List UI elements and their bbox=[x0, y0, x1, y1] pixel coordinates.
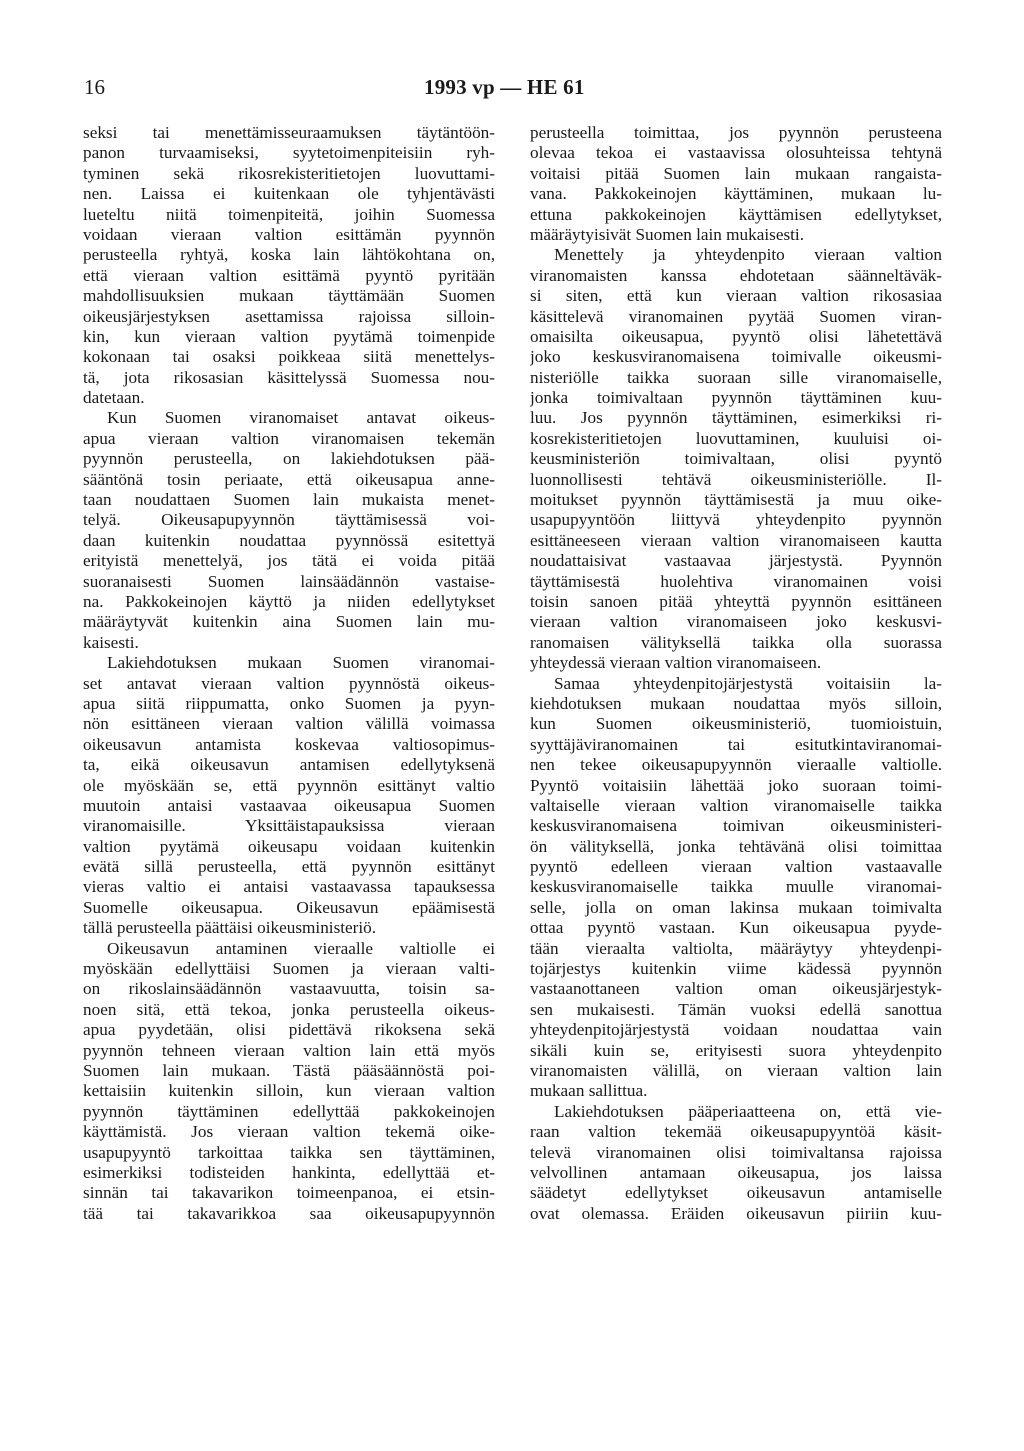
text-line: nön esittäneen vieraan valtion välillä voimassa bbox=[83, 714, 495, 734]
text-line: vana. Pakkokeinojen käyttäminen, mukaan lu- bbox=[530, 184, 942, 204]
text-line: muutoin antaisi vastaavaa oikeusapua Suomen bbox=[83, 795, 495, 815]
right-text-column bbox=[530, 123, 942, 1224]
text-line: sen mukaisesti. Tämän vuoksi edellä sanottua bbox=[530, 999, 942, 1019]
text-line: pyyntö edelleen vieraan valtion vastaavalle bbox=[530, 857, 942, 877]
text-line: säädetyt edellytykset oikeusavun antamiselle bbox=[530, 1183, 942, 1203]
text-line: sikäli kuin se, erityisesti suora yhteydenpito bbox=[530, 1040, 942, 1060]
text-line: että vieraan valtion esittämä pyyntö pyritään bbox=[83, 265, 495, 285]
text-line: ta, eikä oikeusavun antamisen edellytyksenä bbox=[83, 755, 495, 775]
text-line: selle, jolla on oman lakinsa mukaan toimivalta bbox=[530, 897, 942, 917]
text-line: jonka toimivaltaan pyynnön täyttäminen kuu- bbox=[530, 388, 942, 408]
text-line: täyttämisestä huolehtiva viranomainen voisi bbox=[530, 571, 942, 591]
text-line: noen sitä, että tekoa, jonka perusteella oikeus- bbox=[83, 999, 495, 1019]
text-line: raan valtion tekemää oikeusapupyyntöä käsit- bbox=[530, 1122, 942, 1142]
text-line: luonnollisesti tehtävä oikeusministeriölle. Il- bbox=[530, 469, 942, 489]
text-line: olevaa tekoa ei vastaavissa olosuhteissa tehtynä bbox=[530, 143, 942, 163]
text-line: sääntönä tosin periaate, että oikeusapua anne- bbox=[83, 469, 495, 489]
text-line: tään vieraalta valtiolta, määräytyy yhteydenpi- bbox=[530, 938, 942, 958]
text-line: noudattaisivat vastaavaa järjestystä. Pyynnön bbox=[530, 551, 942, 571]
text-line: Samaa yhteydenpitojärjestystä voitaisiin la- bbox=[554, 673, 942, 693]
page-number: 16 bbox=[84, 75, 105, 99]
text-line: ottaa pyyntö vastaan. Kun oikeusapua pyyde- bbox=[530, 918, 942, 938]
text-line: evätä sillä perusteella, että pyynnön esittänyt bbox=[83, 857, 495, 877]
text-line: datetaan. bbox=[83, 388, 145, 408]
text-line: valtion pyytämä oikeusapu voidaan kuitenkin bbox=[83, 836, 495, 856]
text-line: keusministeriön toimivaltaan, olisi pyyntö bbox=[530, 449, 942, 469]
text-line: kokonaan tai osaksi poikkeaa siitä menettelys- bbox=[83, 347, 495, 367]
text-line: pyynnön täyttäminen edellyttää pakkokeinojen bbox=[83, 1101, 495, 1121]
text-line: käyttämistä. Jos vieraan valtion tekemä oike- bbox=[83, 1122, 495, 1142]
text-line: pyynnön perusteella, on lakiehdotuksen pää- bbox=[83, 449, 495, 469]
text-line: usapupyyntöön liittyvä yhteydenpito pyynnön bbox=[530, 510, 942, 530]
text-line: Menettely ja yhteydenpito vieraan valtion bbox=[554, 245, 942, 265]
text-line: viranomaisten kanssa ehdotetaan säänneltäväk- bbox=[530, 265, 942, 285]
text-line: pyynnön tehneen vieraan valtion lain että myös bbox=[83, 1040, 495, 1060]
text-line: taan noudattaen Suomen lain mukaista menet- bbox=[83, 490, 495, 510]
text-line: kun Suomen oikeusministeriö, tuomioistuin, bbox=[530, 714, 942, 734]
text-line: apua pyydetään, olisi pidettävä rikoksena sekä bbox=[83, 1020, 495, 1040]
text-line: Lakiehdotuksen mukaan Suomen viranomai- bbox=[107, 653, 495, 673]
text-line: myöskään edellyttäisi Suomen ja vieraan valti- bbox=[83, 959, 495, 979]
text-line: Pyyntö voitaisiin lähettää joko suoraan toimi- bbox=[530, 775, 942, 795]
text-line: keskusviranomaisena toimivan oikeusministeri- bbox=[530, 816, 942, 836]
text-line: sinnän tai takavarikon toimeenpanoa, ei etsin- bbox=[83, 1183, 495, 1203]
text-line: joko keskusviranomaisena toimivalle oikeusmi- bbox=[530, 347, 942, 367]
text-line: kiehdotuksen mukaan noudattaa myös silloin, bbox=[530, 693, 942, 713]
text-line: keskusviranomaiselle taikka muulle viranomai- bbox=[530, 877, 942, 897]
text-line: esittäneeseen vieraan valtion viranomaiseen kautta bbox=[530, 530, 942, 550]
text-line: Suomelle oikeusapua. Oikeusavun epäämisestä bbox=[83, 897, 495, 917]
text-line: määräytyvät kuitenkin aina Suomen lain mu- bbox=[83, 612, 495, 632]
text-line: Suomen lain mukaan. Tästä pääsäännöstä poi- bbox=[83, 1060, 495, 1080]
page-header bbox=[0, 74, 1024, 104]
text-line: oikeusjärjestyksen asettamissa rajoissa silloin- bbox=[83, 306, 495, 326]
text-line: ranomaisen välityksellä taikka olla suorassa bbox=[530, 632, 942, 652]
text-line: moitukset pyynnön täyttämisestä ja muu oike- bbox=[530, 490, 942, 510]
text-line: tä, jota rikosasian käsittelyssä Suomessa nou- bbox=[83, 367, 495, 387]
text-line: suoranaisesti Suomen lainsäädännön vastaise- bbox=[83, 571, 495, 591]
text-line: apua siitä riippumatta, onko Suomen ja pyyn- bbox=[83, 693, 495, 713]
text-line: daan kuitenkin noudattaa pyynnössä esitettyä bbox=[83, 530, 495, 550]
text-line: ettuna pakkokeinojen käyttämisen edellytykset, bbox=[530, 204, 942, 224]
text-line: kin, kun vieraan valtion pyytämä toimenpide bbox=[83, 326, 495, 346]
text-line: tyminen sekä rikosrekisteritietojen luovuttami- bbox=[83, 163, 495, 183]
text-line: valtaiselle vieraan valtion viranomaiselle taikka bbox=[530, 795, 942, 815]
text-line: ole myöskään se, että pyynnön esittänyt valtio bbox=[83, 775, 495, 795]
text-line: kettaisiin kuitenkin silloin, kun vieraan valtion bbox=[83, 1081, 495, 1101]
text-line: panon turvaamiseksi, syytetoimenpiteisiin ryh- bbox=[83, 143, 495, 163]
text-line: nen. Laissa ei kuitenkaan ole tyhjentävästi bbox=[83, 184, 495, 204]
text-line: ovat olemassa. Eräiden oikeusavun piiriin kuu- bbox=[530, 1203, 942, 1223]
text-line: telyä. Oikeusapupyynnön täyttämisessä voi- bbox=[83, 510, 495, 530]
running-head: 1993 vp — HE 61 bbox=[424, 75, 585, 99]
text-line: voidaan vieraan valtion esittämän pyynnön bbox=[83, 224, 495, 244]
text-line: tällä perusteella päättäisi oikeusministeriö. bbox=[83, 918, 377, 938]
left-text-column bbox=[83, 123, 495, 1224]
text-line: erityistä menettelyä, jos tätä ei voida pitää bbox=[83, 551, 495, 571]
text-line: syyttäjäviranomainen tai esitutkintaviranomai- bbox=[530, 734, 942, 754]
text-line: mahdollisuuksien mukaan täyttämään Suomen bbox=[83, 286, 495, 306]
text-line: yhteydenpitojärjestystä voidaan noudattaa vain bbox=[530, 1020, 942, 1040]
text-line: luu. Jos pyynnön täyttäminen, esimerkiksi ri- bbox=[530, 408, 942, 428]
text-line: televä viranomainen olisi toimivaltansa rajoissa bbox=[530, 1142, 942, 1162]
text-line: on rikoslainsäädännön vastaavuutta, toisin sa- bbox=[83, 979, 495, 999]
text-line: ön välityksellä, jonka tehtävänä olisi toimittaa bbox=[530, 836, 942, 856]
text-line: viranomaisille. Yksittäistapauksissa vieraan bbox=[83, 816, 495, 836]
text-line: Kun Suomen viranomaiset antavat oikeus- bbox=[107, 408, 495, 428]
text-line: vastaanottaneen valtion oman oikeusjärjestyk- bbox=[530, 979, 942, 999]
text-line: määräytyisivät Suomen lain mukaisesti. bbox=[530, 224, 804, 244]
text-line: usapupyyntö tarkoittaa taikka sen täyttäminen, bbox=[83, 1142, 495, 1162]
text-line: perusteella toimittaa, jos pyynnön perusteena bbox=[530, 123, 942, 142]
text-line: vieras valtio ei antaisi vastaavassa tapauksessa bbox=[83, 877, 495, 897]
text-line: omaisilta oikeusapua, pyyntö olisi lähetettävä bbox=[530, 326, 942, 346]
text-line: esimerkiksi todisteiden hankinta, edellyttää et- bbox=[83, 1162, 495, 1182]
text-line: apua vieraan valtion viranomaisen tekemän bbox=[83, 428, 495, 448]
text-line: nisteriölle taikka suoraan sille viranomaiselle, bbox=[530, 367, 942, 387]
text-line: kosrekisteritietojen luovuttaminen, kuuluisi oi- bbox=[530, 428, 942, 448]
text-line: lueteltu niitä toimenpiteitä, joihin Suomessa bbox=[83, 204, 495, 224]
text-line: kaisesti. bbox=[83, 632, 139, 652]
text-line: tojärjestys kuitenkin viime kädessä pyynnön bbox=[530, 959, 942, 979]
text-line: mukaan sallittua. bbox=[530, 1081, 648, 1101]
text-line: toisin sanoen pitää yhteyttä pyynnön esittäneen bbox=[530, 591, 942, 611]
text-line: Oikeusavun antaminen vieraalle valtiolle ei bbox=[107, 938, 495, 958]
text-line: tää tai takavarikkoa saa oikeusapupyynnön bbox=[83, 1203, 495, 1223]
text-line: Lakiehdotuksen pääperiaatteena on, että vie- bbox=[554, 1101, 942, 1121]
text-line: si siten, että kun vieraan valtion rikosasiaa bbox=[530, 286, 942, 306]
text-line: perusteella ryhtyä, koska lain lähtökohtana on, bbox=[83, 245, 495, 265]
text-line: käsittelevä viranomainen pyytää Suomen viran- bbox=[530, 306, 942, 326]
text-line: yhteydessä vieraan valtion viranomaiseen. bbox=[530, 653, 822, 673]
text-line: na. Pakkokeinojen käyttö ja niiden edellytykset bbox=[83, 591, 495, 611]
text-line: nen tekee oikeusapupyynnön vieraalle valtiolle. bbox=[530, 755, 942, 775]
text-line: velvollinen antamaan oikeusapua, jos laissa bbox=[530, 1162, 942, 1182]
text-line: set antavat vieraan valtion pyynnöstä oikeus- bbox=[83, 673, 495, 693]
text-line: oikeusavun antamista koskevaa valtiosopimus- bbox=[83, 734, 495, 754]
text-line: vieraan valtion viranomaiseen joko keskusvi- bbox=[530, 612, 942, 632]
text-line: seksi tai menettämisseuraamuksen täytäntöön- bbox=[83, 123, 495, 142]
text-line: voitaisi pitää Suomen lain mukaan rangaista- bbox=[530, 163, 942, 183]
text-line: viranomaisten välillä, on vieraan valtion lain bbox=[530, 1060, 942, 1080]
